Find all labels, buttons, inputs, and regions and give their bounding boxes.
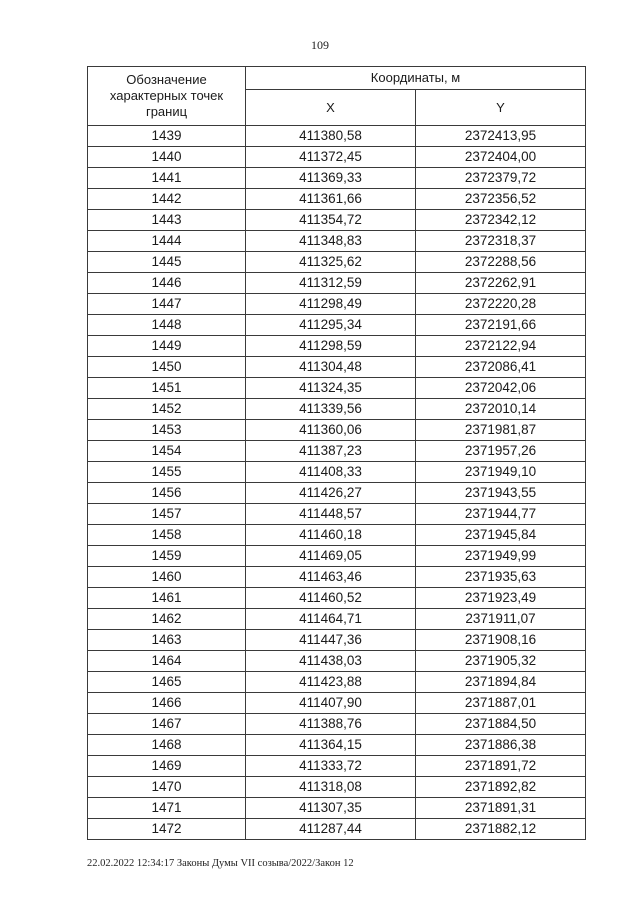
x-coordinate-cell: 411408,33 [246,462,416,483]
y-coordinate-cell: 2371894,84 [416,672,586,693]
table-row [88,714,586,735]
point-number-cell: 1461 [88,588,246,609]
point-number-cell: 1463 [88,630,246,651]
table-row [88,126,586,147]
x-coordinate-cell: 411407,90 [246,693,416,714]
y-coordinate-cell: 2372191,66 [416,315,586,336]
table-row [88,147,586,168]
x-coordinate-cell: 411333,72 [246,756,416,777]
y-coordinate-cell: 2371923,49 [416,588,586,609]
table-row [88,546,586,567]
point-number-cell: 1442 [88,189,246,210]
y-coordinate-cell: 2372010,14 [416,399,586,420]
y-coordinate-cell: 2372220,28 [416,294,586,315]
table-row [88,189,586,210]
y-coordinate-cell: 2371949,10 [416,462,586,483]
x-coordinate-cell: 411460,18 [246,525,416,546]
point-number-cell: 1457 [88,504,246,525]
y-coordinate-cell: 2372262,91 [416,273,586,294]
point-number-cell: 1446 [88,273,246,294]
point-number-cell: 1453 [88,420,246,441]
y-coordinate-cell: 2372413,95 [416,126,586,147]
point-number-cell: 1469 [88,756,246,777]
y-coordinate-cell: 2371981,87 [416,420,586,441]
x-coordinate-cell: 411448,57 [246,504,416,525]
table-row [88,315,586,336]
point-number-cell: 1447 [88,294,246,315]
table-row [88,735,586,756]
y-coordinate-cell: 2371943,55 [416,483,586,504]
coordinates-table [87,66,586,840]
x-coordinate-cell: 411304,48 [246,357,416,378]
point-number-cell: 1456 [88,483,246,504]
point-number-cell: 1439 [88,126,246,147]
x-coordinate-cell: 411464,71 [246,609,416,630]
x-coordinate-cell: 411324,35 [246,378,416,399]
table-row [88,210,586,231]
x-coordinate-cell: 411287,44 [246,819,416,840]
table-row [88,420,586,441]
x-coordinate-cell: 411298,59 [246,336,416,357]
x-coordinate-cell: 411388,76 [246,714,416,735]
x-coordinate-cell: 411318,08 [246,777,416,798]
y-coordinate-cell: 2371911,07 [416,609,586,630]
x-coordinate-cell: 411348,83 [246,231,416,252]
y-coordinate-cell: 2371949,99 [416,546,586,567]
y-coordinate-cell: 2372288,56 [416,252,586,273]
point-number-cell: 1462 [88,609,246,630]
x-coordinate-cell: 411369,33 [246,168,416,189]
x-coordinate-cell: 411354,72 [246,210,416,231]
point-number-cell: 1451 [88,378,246,399]
point-number-cell: 1471 [88,798,246,819]
x-coordinate-cell: 411298,49 [246,294,416,315]
table-row [88,483,586,504]
y-coordinate-cell: 2371884,50 [416,714,586,735]
point-number-cell: 1443 [88,210,246,231]
table-body [88,126,586,840]
x-coordinate-cell: 411360,06 [246,420,416,441]
point-number-cell: 1448 [88,315,246,336]
y-coordinate-cell: 2371887,01 [416,693,586,714]
y-coordinate-cell: 2372356,52 [416,189,586,210]
point-number-cell: 1459 [88,546,246,567]
table-header [88,67,586,126]
table-row [88,462,586,483]
y-coordinate-cell: 2372122,94 [416,336,586,357]
point-designation-header: Обозначение характерных точек границ [88,67,246,126]
table-row [88,672,586,693]
x-column-header: X [246,90,416,126]
x-coordinate-cell: 411372,45 [246,147,416,168]
y-coordinate-cell: 2371882,12 [416,819,586,840]
table-row [88,651,586,672]
table-row [88,231,586,252]
x-coordinate-cell: 411339,56 [246,399,416,420]
point-number-cell: 1465 [88,672,246,693]
table-row [88,399,586,420]
point-number-cell: 1449 [88,336,246,357]
point-number-cell: 1452 [88,399,246,420]
point-number-cell: 1464 [88,651,246,672]
table-row [88,525,586,546]
y-coordinate-cell: 2371886,38 [416,735,586,756]
y-coordinate-cell: 2371892,82 [416,777,586,798]
point-number-cell: 1441 [88,168,246,189]
y-coordinate-cell: 2371945,84 [416,525,586,546]
table-row [88,441,586,462]
table-row [88,756,586,777]
table-row [88,294,586,315]
x-coordinate-cell: 411460,52 [246,588,416,609]
point-number-cell: 1470 [88,777,246,798]
table-row [88,588,586,609]
y-coordinate-cell: 2371957,26 [416,441,586,462]
point-number-cell: 1466 [88,693,246,714]
point-number-cell: 1460 [88,567,246,588]
y-coordinate-cell: 2372404,00 [416,147,586,168]
table-row [88,273,586,294]
point-number-cell: 1440 [88,147,246,168]
x-coordinate-cell: 411325,62 [246,252,416,273]
table-row [88,567,586,588]
x-coordinate-cell: 411361,66 [246,189,416,210]
table-row [88,252,586,273]
point-number-cell: 1467 [88,714,246,735]
table-row [88,798,586,819]
point-number-cell: 1455 [88,462,246,483]
point-number-cell: 1468 [88,735,246,756]
page-number: 109 [311,38,329,52]
table-row [88,630,586,651]
point-number-cell: 1444 [88,231,246,252]
document-footer: 22.02.2022 12:34:17 Законы Думы VII созыва/2022/Закон 12 [87,858,354,869]
y-coordinate-cell: 2371891,31 [416,798,586,819]
table-row [88,357,586,378]
table-row [88,504,586,525]
y-coordinate-cell: 2371905,32 [416,651,586,672]
x-coordinate-cell: 411463,46 [246,567,416,588]
y-coordinate-cell: 2372379,72 [416,168,586,189]
x-coordinate-cell: 411364,15 [246,735,416,756]
table-row [88,336,586,357]
x-coordinate-cell: 411423,88 [246,672,416,693]
table-row [88,693,586,714]
x-coordinate-cell: 411295,34 [246,315,416,336]
y-coordinate-cell: 2371935,63 [416,567,586,588]
coordinates-header: Координаты, м [246,67,586,90]
y-coordinate-cell: 2372318,37 [416,231,586,252]
table-row [88,378,586,399]
x-coordinate-cell: 411380,58 [246,126,416,147]
y-coordinate-cell: 2371944,77 [416,504,586,525]
point-number-cell: 1472 [88,819,246,840]
x-coordinate-cell: 411469,05 [246,546,416,567]
table-row [88,819,586,840]
x-coordinate-cell: 411447,36 [246,630,416,651]
point-number-cell: 1445 [88,252,246,273]
y-coordinate-cell: 2371908,16 [416,630,586,651]
y-coordinate-cell: 2372042,06 [416,378,586,399]
x-coordinate-cell: 411438,03 [246,651,416,672]
table-row [88,168,586,189]
y-coordinate-cell: 2372086,41 [416,357,586,378]
point-number-cell: 1450 [88,357,246,378]
y-coordinate-cell: 2372342,12 [416,210,586,231]
y-coordinate-cell: 2371891,72 [416,756,586,777]
table-row [88,609,586,630]
y-column-header: Y [416,90,586,126]
x-coordinate-cell: 411312,59 [246,273,416,294]
table-row [88,777,586,798]
x-coordinate-cell: 411426,27 [246,483,416,504]
point-number-cell: 1454 [88,441,246,462]
x-coordinate-cell: 411307,35 [246,798,416,819]
x-coordinate-cell: 411387,23 [246,441,416,462]
point-number-cell: 1458 [88,525,246,546]
